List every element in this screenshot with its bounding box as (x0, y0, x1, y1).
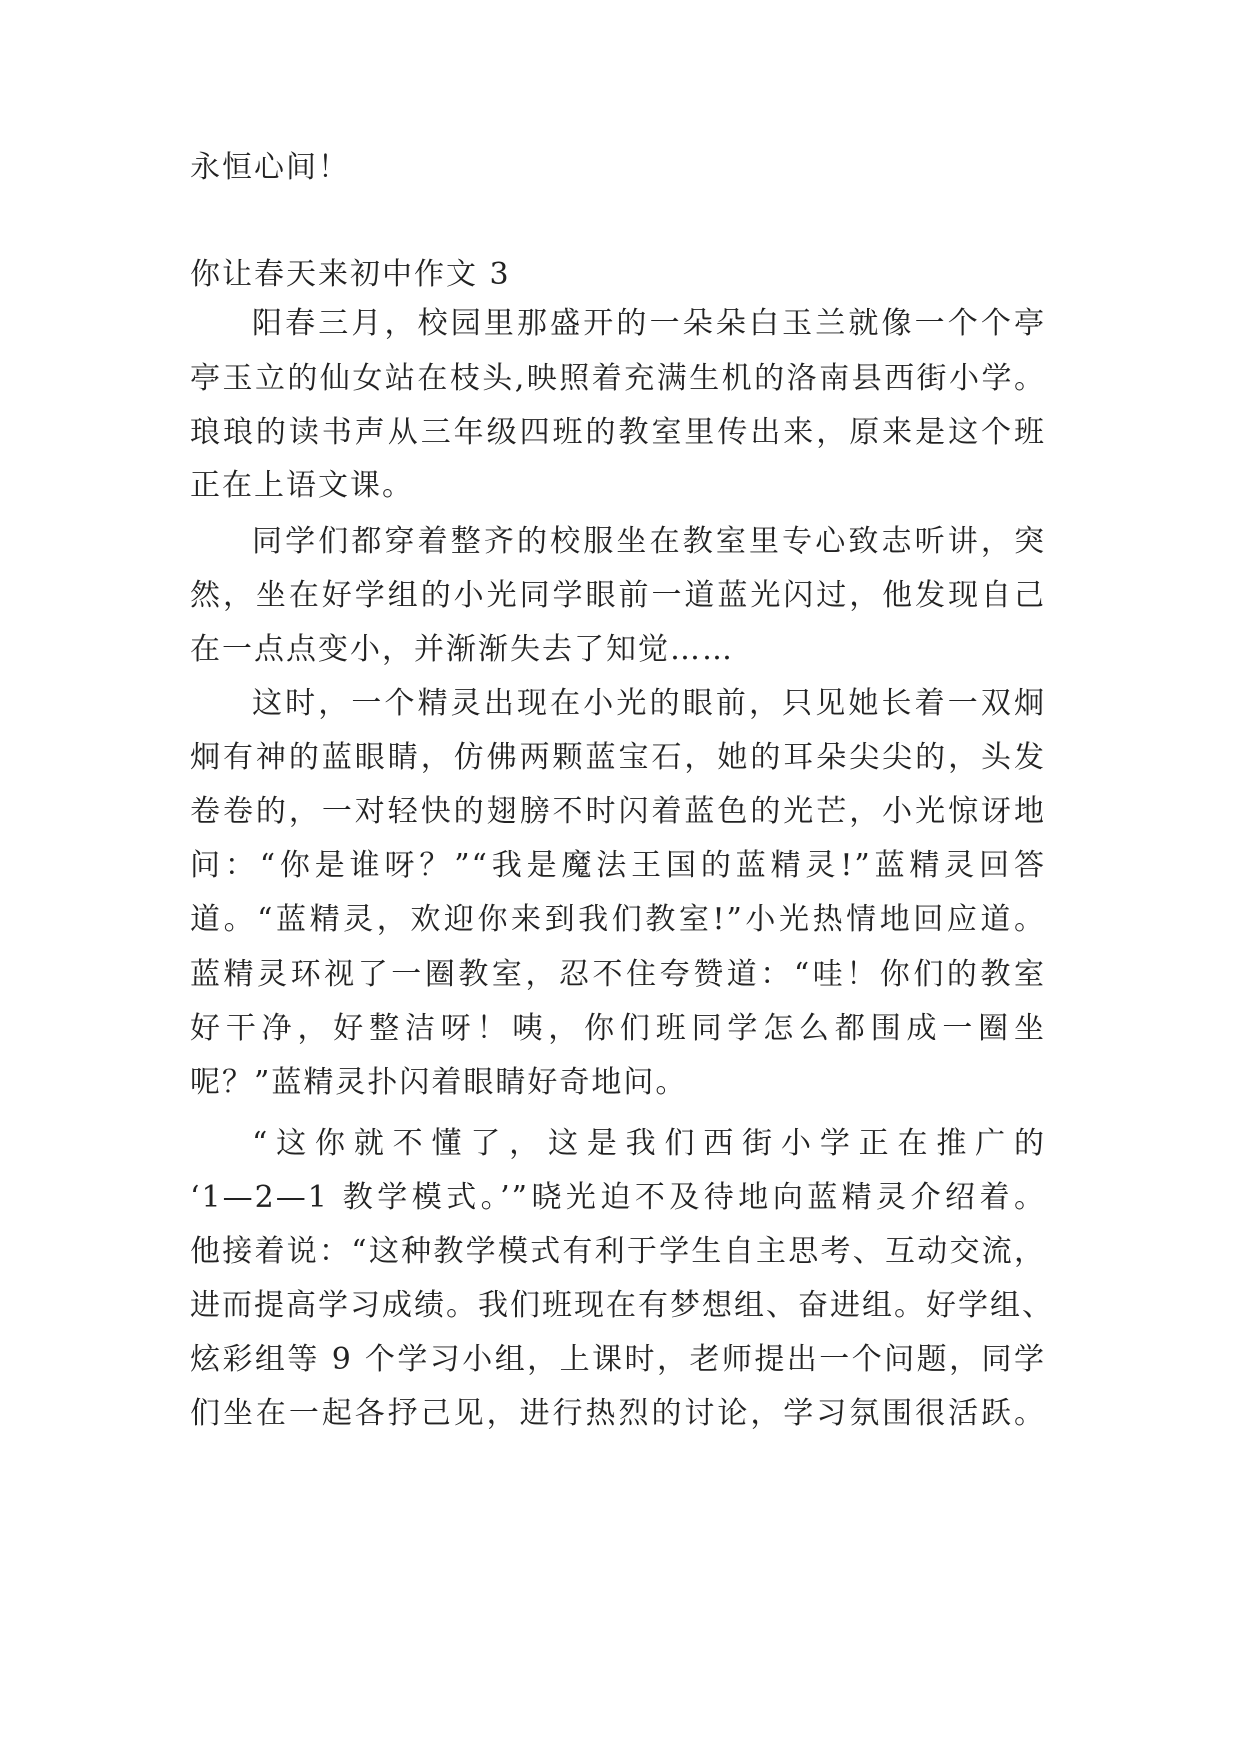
paragraph-4-line-4: 进而提高学习成绩。我们班现在有梦想组、奋进组。好学组、 (190, 1288, 1054, 1323)
paragraph-4-line-5: 炫彩组等 9 个学习小组，上课时，老师提出一个问题，同学 (190, 1342, 1046, 1377)
paragraph-2-line-2: 然，坐在好学组的小光同学眼前一道蓝光闪过，他发现自己 (190, 578, 1046, 613)
paragraph-1-line-2: 亭玉立的仙女站在枝头,映照着充满生机的洛南县西街小学。 (190, 361, 1046, 396)
paragraph-2-line-1: 同学们都穿着整齐的校服坐在教室里专心致志听讲，突 (252, 524, 1046, 559)
paragraph-1-line-3: 琅琅的读书声从三年级四班的教室里传出来，原来是这个班 (190, 415, 1046, 450)
paragraph-3-line-2: 炯有神的蓝眼睛，仿佛两颗蓝宝石，她的耳朵尖尖的，头发 (190, 740, 1046, 775)
paragraph-3-line-8: 呢？”蓝精灵扑闪着眼睛好奇地问。 (190, 1065, 688, 1100)
paragraph-1-line-4: 正在上语文课。 (190, 468, 414, 503)
paragraph-3-line-3: 卷卷的，一对轻快的翅膀不时闪着蓝色的光芒，小光惊讶地 (190, 794, 1046, 829)
paragraph-2-line-3: 在一点点变小，并渐渐失去了知觉…… (190, 632, 734, 667)
paragraph-3-line-7: 好干净，好整洁呀！咦，你们班同学怎么都围成一圈坐 (190, 1011, 1046, 1046)
paragraph-1-line-1: 阳春三月，校园里那盛开的一朵朵白玉兰就像一个个亭 (252, 306, 1046, 341)
paragraph-4-line-3: 他接着说：“这种教学模式有利于学生自主思考、互动交流， (190, 1234, 1046, 1269)
paragraph-4-line-2: ‘1—2—1 教学模式。’”晓光迫不及待地向蓝精灵介绍着。 (190, 1180, 1046, 1215)
paragraph-4-line-6: 们坐在一起各抒己见，进行热烈的讨论，学习氛围很活跃。 (190, 1396, 1046, 1431)
paragraph-3-line-6: 蓝精灵环视了一圈教室，忍不住夸赞道：“哇！你们的教室 (190, 957, 1046, 992)
paragraph-3-line-5: 道。“蓝精灵，欢迎你来到我们教室!”小光热情地回应道。 (190, 902, 1046, 937)
paragraph-4-line-1: “这你就不懂了，这是我们西街小学正在推广的 (252, 1126, 1046, 1161)
section-title: 你让春天来初中作文 3 (190, 257, 511, 292)
paragraph-3-line-1: 这时，一个精灵出现在小光的眼前，只见她长着一双炯 (252, 686, 1046, 721)
previous-section-ending: 永恒心间！ (190, 150, 350, 185)
paragraph-3-line-4: 问：“你是谁呀？”“我是魔法王国的蓝精灵!”蓝精灵回答 (190, 848, 1046, 883)
